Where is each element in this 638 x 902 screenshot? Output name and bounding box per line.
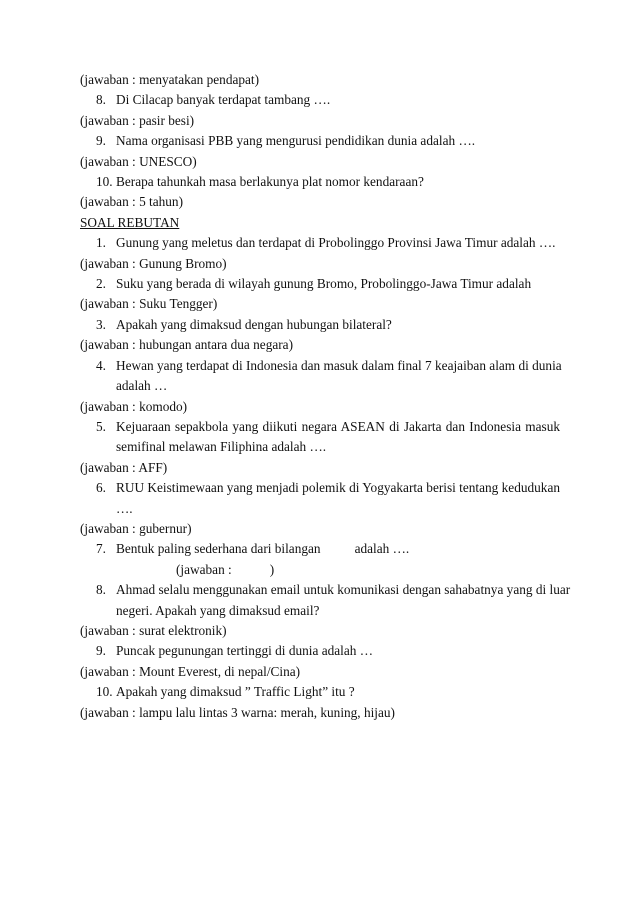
question-text: Puncak pegunungan tertinggi di dunia adalah … [116,643,374,659]
question-number: 7. [96,541,106,557]
question-item [80,315,560,335]
question-number: 2. [96,276,106,292]
answer-line: (jawaban : komodo) [80,398,188,414]
question-text-line: Ahmad selalu menggunakan email untuk komunikasi dengan sahabatnya yang di luar [116,582,571,598]
question-item [80,233,560,253]
question-text-line: RUU Keistimewaan yang menjadi polemik di Yogyakarta berisi tentang kedudukan [116,480,560,496]
question-item [80,682,560,702]
answer-line: (jawaban : Suku Tengger) [80,296,218,312]
question-text: Di Cilacap banyak terdapat tambang …. [116,92,331,108]
answer-open: (jawaban : [176,561,232,577]
question-text-part: Bentuk paling sederhana dari bilangan [116,541,321,557]
answer-line: (jawaban : pasir besi) [80,112,195,128]
question-text [116,356,560,397]
answer-line: (jawaban : Gunung Bromo) [80,255,227,271]
question-item [80,172,560,192]
question-text-line: adalah … [116,378,168,394]
question-number: 3. [96,316,106,332]
question-text-line: …. [116,500,133,516]
question-number: 8. [96,582,106,598]
question-item [80,580,571,621]
section-heading: SOAL REBUTAN [80,214,180,230]
question-text: Suku yang berada di wilayah gunung Bromo, Probolinggo-Jawa Timur adalah [116,276,532,292]
question-number: 9. [96,643,106,659]
question-item [80,641,560,661]
question-text: Gunung yang meletus dan terdapat di Probolinggo Provinsi Jawa Timur adalah …. [116,235,556,251]
question-item [80,131,560,151]
answer-line: (jawaban : AFF) [80,459,168,475]
question-item [80,90,560,110]
question-text: Nama organisasi PBB yang mengurusi pendidikan dunia adalah …. [116,133,476,149]
question-text-line: semifinal melawan Filiphina adalah …. [116,439,327,455]
question-item [80,478,560,519]
question-number: 1. [96,235,106,251]
answer-close: ) [269,561,275,577]
question-text-line: negeri. Apakah yang dimaksud email? [116,602,320,618]
question-number: 8. [96,92,106,108]
answer-line: (jawaban : lampu lalu lintas 3 warna: merah, kuning, hijau) [80,704,395,720]
answer-line [80,560,560,580]
question-text: Berapa tahunkah masa berlakunya plat nomor kendaraan? [116,174,424,190]
question-item [80,539,560,559]
question-number: 9. [96,133,106,149]
answer-line: (jawaban : gubernur) [80,520,192,536]
question-item [80,417,560,458]
question-number: 5. [96,418,106,434]
question-text [116,417,560,458]
question-text [116,478,560,519]
answer-line: (jawaban : Mount Everest, di nepal/Cina) [80,663,301,679]
document-content [80,70,571,723]
question-text [116,580,571,621]
question-number: 6. [96,480,106,496]
answer-line: (jawaban : menyatakan pendapat) [80,72,260,87]
question-item [80,274,560,294]
question-text-line: Hewan yang terdapat di Indonesia dan masuk dalam final 7 keajaiban alam di dunia [116,357,562,373]
question-text-line: Kejuaraan sepakbola yang diikuti negara ASEAN di Jakarta dan Indonesia masuk [116,418,560,434]
question-number: 10. [96,684,113,700]
answer-line: (jawaban : surat elektronik) [80,622,227,638]
answer-line: (jawaban : hubungan antara dua negara) [80,337,294,353]
question-text-part: adalah …. [354,541,410,557]
answer-line: (jawaban : 5 tahun) [80,194,184,210]
question-text [116,539,560,559]
question-number: 4. [96,357,106,373]
answer-line: (jawaban : UNESCO) [80,153,197,169]
question-number: 10. [96,174,113,190]
question-text: Apakah yang dimaksud dengan hubungan bilateral? [116,316,392,332]
question-text: Apakah yang dimaksud ” Traffic Light” itu ? [116,684,355,700]
question-item [80,356,560,397]
